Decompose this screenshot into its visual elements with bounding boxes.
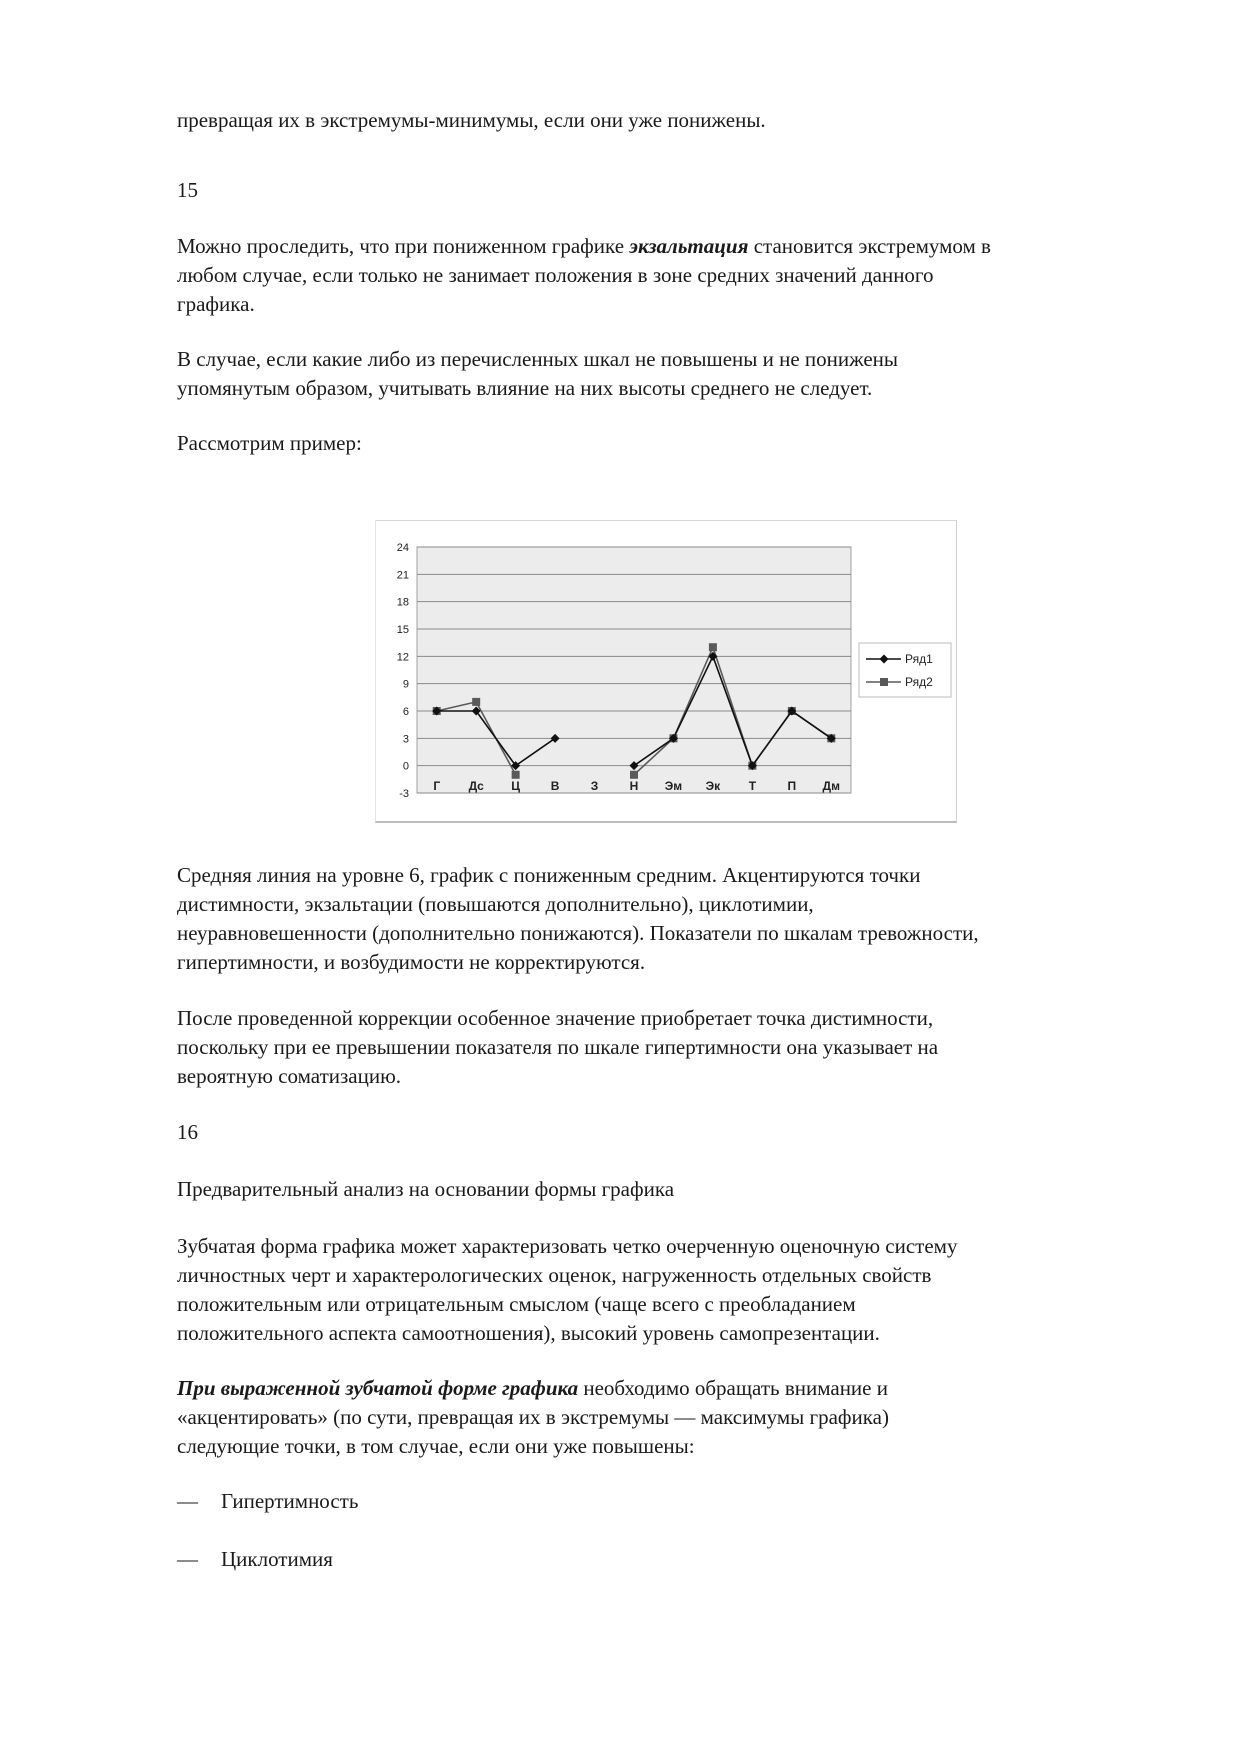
y-tick-label: 0: [402, 760, 409, 773]
emphasis-exaltation: экзальтация: [629, 234, 749, 258]
text-line: упомянутым образом, учитывать влияние на них высоты среднего не следует.: [177, 376, 873, 400]
text-line: В случае, если какие либо из перечисленных шкал не повышены и не понижены: [177, 347, 899, 371]
y-tick-label: -3: [399, 788, 409, 800]
text-line: положительным или отрицательным смыслом (чаще всего с преобладанием: [177, 1292, 856, 1316]
y-tick-label: 12: [396, 651, 409, 664]
x-tick-label: П: [787, 779, 797, 793]
paragraph-jagged-form: [177, 1232, 1177, 1348]
square-marker: [512, 771, 520, 779]
x-tick-label: Дм: [822, 779, 840, 793]
text-line: любом случае, если только не занимает положения в зоне средних значений данного: [177, 263, 934, 287]
y-tick-label: 18: [396, 596, 409, 609]
chart: [375, 520, 957, 823]
x-tick-label: Н: [629, 779, 639, 793]
dash-bullet: —: [177, 1489, 198, 1513]
x-tick-label: Дс: [468, 779, 484, 793]
square-marker: [630, 771, 638, 779]
text-line: положительного аспекта самоотношения), высокий уровень самопрезентации.: [177, 1321, 880, 1345]
x-tick-label: В: [550, 779, 560, 793]
square-marker: [472, 698, 480, 706]
paragraph-scales: [177, 345, 1177, 403]
section-number-16: 16: [177, 1120, 198, 1144]
text-line: гипертимности, и возбудимости не корректируются.: [177, 950, 646, 974]
square-marker: [880, 678, 888, 686]
paragraph-continuation: превращая их в экстремумы-минимумы, если они уже понижены.: [177, 108, 766, 132]
x-tick-label: Т: [748, 779, 757, 793]
y-tick-label: 21: [396, 569, 409, 582]
x-tick-label: Эм: [664, 779, 683, 793]
text-line: дистимности, экзальтации (повышаются дополнительно), циклотимии,: [177, 892, 814, 916]
y-tick-label: 24: [396, 542, 409, 554]
line-chart: [376, 521, 956, 821]
paragraph-exaltation: [177, 232, 1177, 319]
paragraph-average-line: [177, 861, 1177, 977]
text-line: следующие точки, в том случае, если они уже повышены:: [177, 1434, 695, 1458]
legend-label: Ряд2: [905, 675, 933, 689]
paragraph-example: Рассмотрим пример:: [177, 431, 362, 455]
text-line: Зубчатая форма графика может характеризовать четко очерченную оценочную систему: [177, 1234, 958, 1258]
text: необходимо обращать внимание и: [578, 1376, 888, 1400]
text-line: «акцентировать» (по сути, превращая их в экстремумы — максимумы графика): [177, 1405, 889, 1429]
emphasis-jagged-form: При выраженной зубчатой форме графика: [177, 1376, 579, 1400]
x-tick-label: З: [590, 779, 599, 793]
paragraph-pronounced-jagged: [177, 1374, 1177, 1461]
section-heading: Предварительный анализ на основании формы графика: [177, 1177, 675, 1201]
section-number-15: 15: [177, 178, 198, 202]
list-item-cyclothymia: [177, 1545, 333, 1574]
y-tick-label: 15: [396, 624, 409, 636]
plot-area: [417, 547, 851, 793]
y-tick-label: 3: [402, 733, 409, 746]
x-tick-label: Ц: [511, 779, 521, 793]
y-tick-label: 9: [402, 678, 409, 691]
text-line: Средняя линия на уровне 6, график с пониженным средним. Акцентируются точки: [177, 863, 921, 887]
text-line: неуравновешенности (дополнительно понижаются). Показатели по шкалам тревожности,: [177, 921, 979, 945]
text-line: После проведенной коррекции особенное значение приобретает точка дистимности,: [177, 1006, 934, 1030]
paragraph-correction: [177, 1004, 1177, 1091]
list-item-text: Гипертимность: [221, 1489, 359, 1513]
text-line: графика.: [177, 292, 255, 316]
legend-label: Ряд1: [905, 652, 933, 666]
list-item-hyperthymia: [177, 1487, 358, 1516]
text-line: вероятную соматизацию.: [177, 1064, 402, 1088]
text-line: поскольку при ее превышении показателя по шкале гипертимности она указывает на: [177, 1035, 939, 1059]
y-tick-label: 6: [402, 706, 409, 718]
square-marker: [709, 643, 717, 651]
list-item-text: Циклотимия: [221, 1547, 333, 1571]
dash-bullet: —: [177, 1547, 198, 1571]
x-tick-label: Г: [433, 779, 441, 793]
text: становится экстремумом в: [748, 234, 991, 258]
text-line: личностных черт и характерологических оценок, нагруженность отдельных свойств: [177, 1263, 932, 1287]
x-tick-label: Эк: [705, 779, 721, 793]
text: Можно проследить, что при пониженном графике: [177, 234, 630, 258]
